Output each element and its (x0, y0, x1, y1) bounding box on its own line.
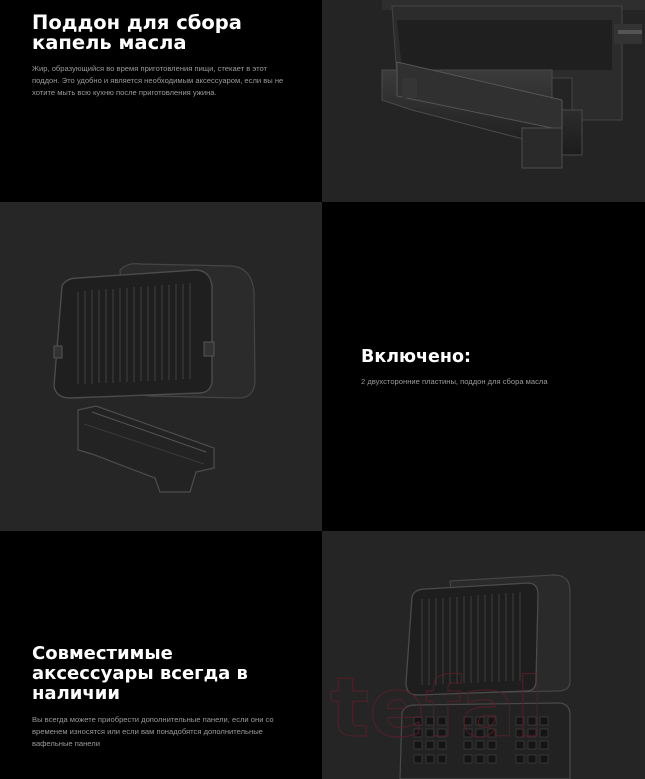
accessories-title: Совместимые аксессуары всегда в наличии (32, 643, 248, 704)
included-description: 2 двухсторонние пластины, поддон для сбора масла (361, 377, 548, 386)
included-text-panel (322, 202, 645, 531)
drip-tray-image-panel (322, 0, 645, 202)
accessories-description: Вы всегда можете приобрести дополнительные панели, если они со временем износятся или если вам понадобятся дополнительные вафельные панели (32, 715, 274, 748)
included-title: Включено: (361, 347, 472, 367)
drip-tray-description: Жир, образующийся во время приготовления пищи, стекает в этот поддон. Это удобно и является необходимым аксессуаром, если вы не хотите мыть всю кухню после приготовления ужина. (32, 64, 284, 97)
tefal-watermark: tefal (330, 661, 544, 756)
accessories-section (0, 531, 645, 779)
accessories-text-panel (0, 531, 322, 779)
accessories-image-panel (322, 531, 645, 779)
accessories-plates-image (322, 531, 645, 779)
drip-tray-product-image (322, 0, 645, 202)
drip-tray-title: Поддон для сбора капель масла (32, 11, 242, 54)
included-section (0, 202, 645, 531)
included-plates-image (0, 202, 322, 531)
drip-tray-section (0, 0, 645, 202)
drip-tray-text-panel (0, 0, 322, 202)
included-image-panel (0, 202, 322, 531)
